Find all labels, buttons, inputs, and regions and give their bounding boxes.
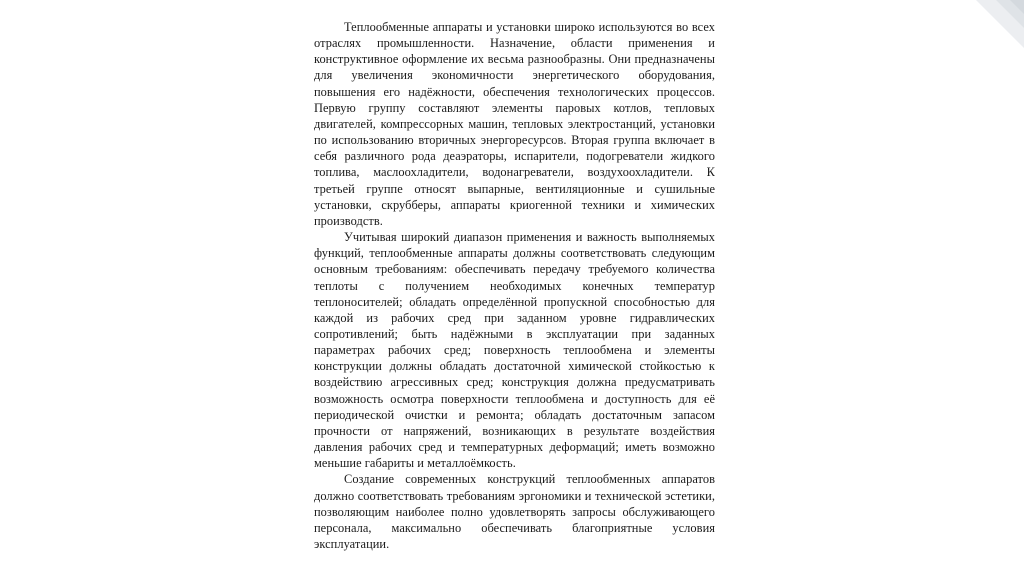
paragraph-2: Учитывая широкий диапазон применения и важность выполняемых функций, теплообменные аппараты должны соответствовать следующим основным требованиям: обеспечивать передачу требуемого количества теплоты с получением необходимых конечных температур теплоносителей; обладать определённой пропускной способностью для каждой из рабочих сред при заданном уровне гидравлических сопротивлений; быть надёжными в эксплуатации при заданных параметрах рабочих сред; поверхность теплообмена и элементы конструкции должны обладать достаточной химической стойкостью к воздействию агрессивных сред; конструкция должна предусматривать возможность осмотра поверхности теплообмена и доступность для её периодической очистки и ремонта; обладать достаточным запасом прочности от напряжений, возникающих в результате воздействия давления рабочих сред и температурных деформаций; иметь возможно меньшие габариты и металлоёмкость. — [314, 230, 715, 471]
paragraph-1: Теплообменные аппараты и установки широко используются во всех отраслях промышленности. Назначение, области применения и конструктивное оформление их весьма разнообразны. Они предназначены для увеличения экономичности энергетического оборудования, повышения его надёжности, обеспечения технологических процессов. Первую группу составляют элементы паровых котлов, тепловых двигателей, компрессорных машин, тепловых электростанций, установки по использованию вторичных энергоресурсов. Вторая группа включает в себя различного рода деаэраторы, испарители, подогреватели жидкого топлива, маслоохладители, водонагреватели, воздухоохладители. К третьей группе относят выпарные, вентиляционные и сушильные установки, скрубберы, аппараты криогенной техники и химических производств. — [314, 20, 715, 228]
corner-decoration — [964, 0, 1024, 60]
document-text — [314, 19, 715, 552]
paragraph-3: Создание современных конструкций теплообменных аппаратов должно соответствовать требованиям эргономики и технической эстетики, позволяющим наиболее полно удовлетворять запросы обслуживающего персонала, максимально обеспечивать благоприятные условия эксплуатации. — [314, 472, 715, 551]
